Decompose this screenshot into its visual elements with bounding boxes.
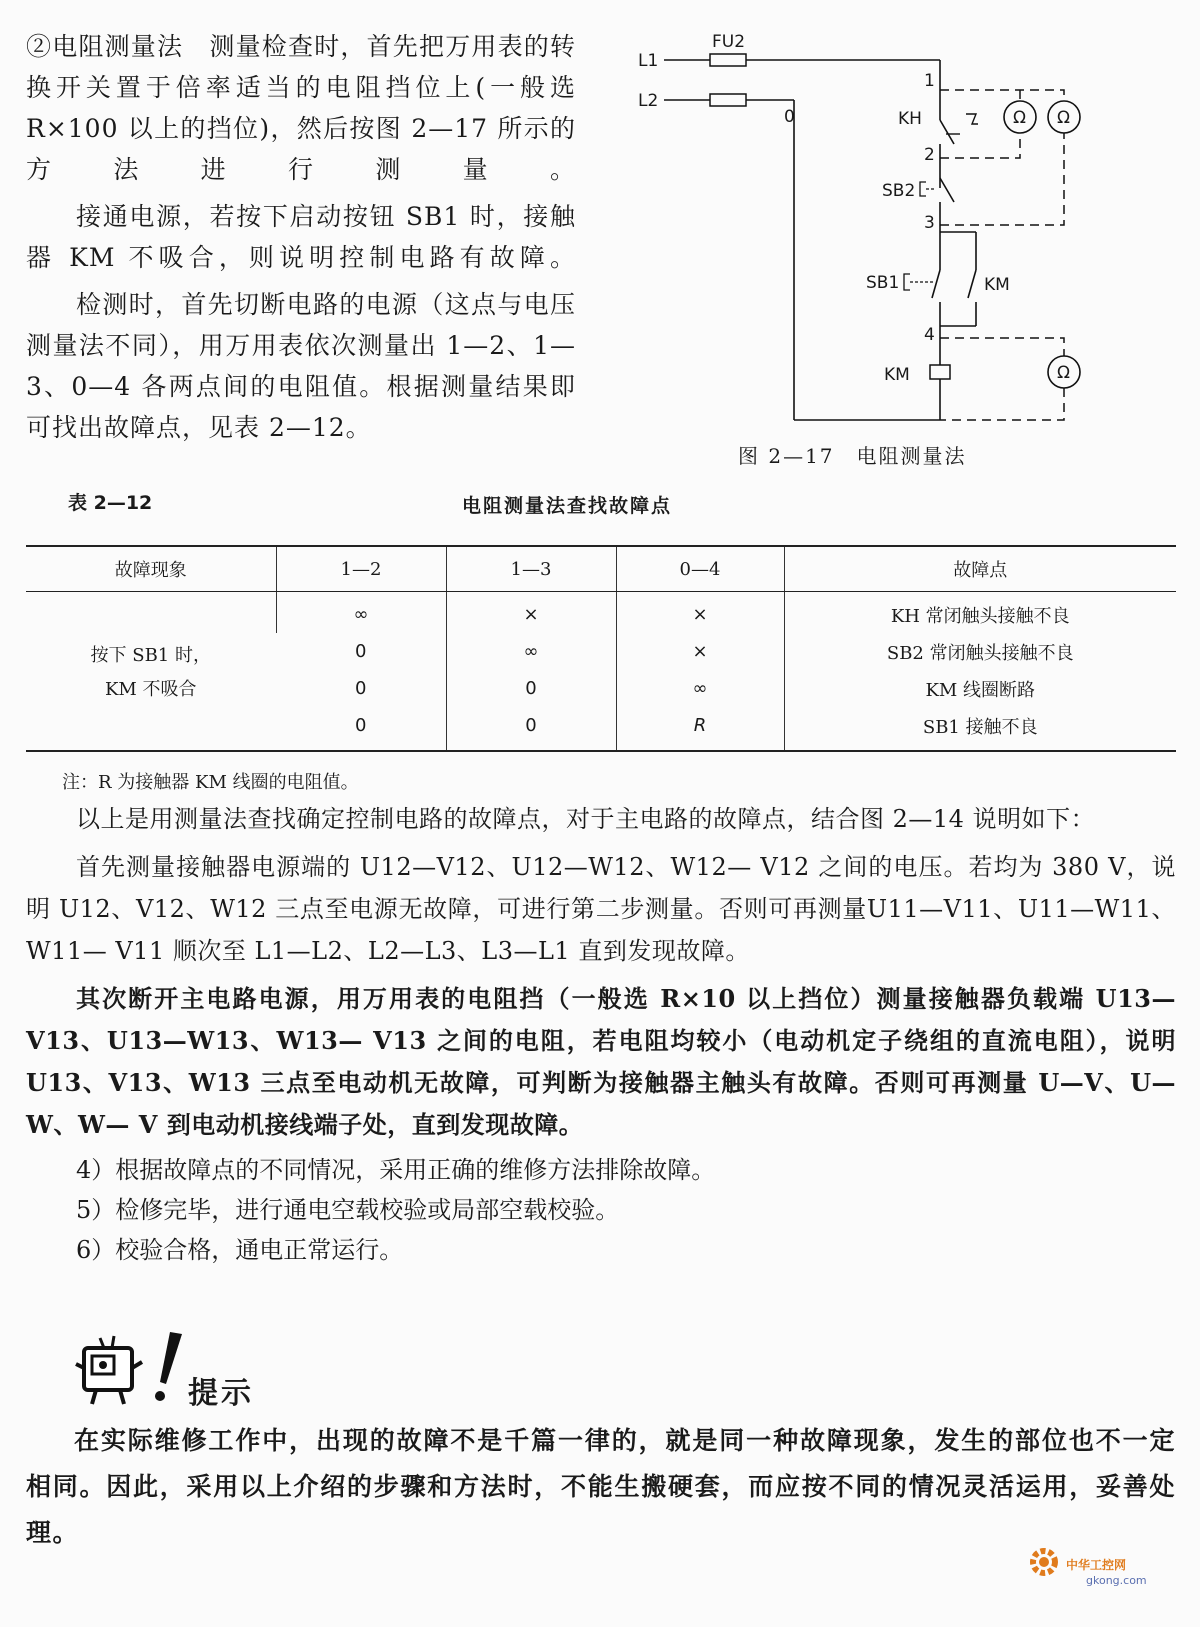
sb2-label: SB2 xyxy=(882,181,916,201)
intro-paragraph-3: 检测时，首先切断电路的电源（这点与电压测量法不同），用万用表依次测量出 1—2、1—3、0—4 各两点间的电阻值。根据测量结果即可找出故障点，见表 2—12。 xyxy=(26,290,576,442)
meter-lead-node2 xyxy=(940,133,1020,158)
phenomenon-cell xyxy=(26,592,276,752)
header-1-3: 1—3 xyxy=(446,546,616,592)
phenomenon-line-1: 按下 SB1 时， xyxy=(90,645,211,666)
node-3-label: 3 xyxy=(924,213,935,233)
value-1-2: 0 xyxy=(355,678,367,699)
step-4: 4）根据故障点的不同情况，采用正确的维修方法排除故障。 xyxy=(76,1156,716,1184)
ohmmeter-2-symbol: Ω xyxy=(1057,108,1070,128)
fuse-fu2-l2 xyxy=(710,94,746,106)
meter-lead-node4 xyxy=(940,338,1064,356)
l2-label: L2 xyxy=(638,91,659,111)
header-0-4: 0—4 xyxy=(616,546,784,592)
value-1-3: ∞ xyxy=(446,633,616,670)
table-title: 电阻测量法查找故障点 xyxy=(462,495,673,517)
header-1-2: 1—2 xyxy=(276,546,446,592)
value-0-4: R xyxy=(616,707,784,751)
kh-contact-blade xyxy=(940,120,954,144)
table-number: 表 2—12 xyxy=(68,492,153,514)
value-0-4: × xyxy=(616,633,784,670)
ohmmeter-3-symbol: Ω xyxy=(1057,363,1070,383)
km-coil xyxy=(930,365,950,379)
tip-paragraph: 在实际维修工作中，出现的故障不是千篇一律的，就是同一种故障现象，发生的部位也不一定相同。因此，采用以上介绍的步骤和方法时，不能生搬硬套，而应按不同的情况灵活运用，妥善处理。 xyxy=(26,1426,1176,1547)
sb1-label: SB1 xyxy=(866,273,900,293)
km-coil-label: KM xyxy=(884,365,910,385)
tip-text xyxy=(26,1418,1176,1556)
node-0-label: 0 xyxy=(784,107,795,127)
ohmmeter-1-symbol: Ω xyxy=(1013,108,1026,128)
value-1-3: 0 xyxy=(446,670,616,707)
node-4-label: 4 xyxy=(924,325,935,345)
fault-point: KM 线圈断路 xyxy=(784,670,1176,707)
l1-label: L1 xyxy=(638,51,659,71)
tip-heading: 提示 xyxy=(188,1376,254,1411)
meter-lead-node1 xyxy=(940,90,1064,101)
fu2-label: FU2 xyxy=(712,32,746,52)
fault-point: KH 常闭触头接触不良 xyxy=(784,592,1176,634)
body-paragraph-6: 其次断开主电路电源，用万用表的电阻挡（一般选 R×10 以上挡位）测量接触器负载端 U13—V13、U13—W13、W13— V13 之间的电阻，若电阻均较小（电动机定子绕组的直流电阻），说明 U13、V13、W13 三点至电动机无故障，可判断为接触器主触头有故障。否则可再测量 U—V、U—W、W— V 到电动机接线端子处，直到发现故障。 xyxy=(26,984,1176,1139)
table-header-row xyxy=(26,546,1176,592)
tip-mascot-icon xyxy=(74,1328,190,1408)
watermark-text: 中华工控网 xyxy=(1066,1558,1127,1572)
value-1-2: 0 xyxy=(276,707,446,751)
phenomenon-line-2: KM 不吸合 xyxy=(104,679,197,700)
sb2-contact-blade xyxy=(940,178,954,202)
value-0-4: × xyxy=(616,592,784,634)
sb1-contact-blade xyxy=(932,270,940,298)
sb1-button-head xyxy=(904,274,910,290)
body-paragraph-4: 以上是用测量法查找确定控制电路的故障点，对于主电路的故障点，结合图 2—14 说明如下： xyxy=(76,805,1096,833)
table-row xyxy=(26,592,1176,634)
intro-text xyxy=(26,26,576,448)
header-phenomenon: 故障现象 xyxy=(26,546,276,592)
value-1-2: 0 xyxy=(355,641,367,662)
fault-point: SB2 常闭触头接触不良 xyxy=(784,633,1176,670)
steps-list xyxy=(26,1150,1176,1270)
header-fault-point: 故障点 xyxy=(784,546,1176,592)
step-6: 6）校验合格，通电正常运行。 xyxy=(76,1236,404,1264)
figure-caption: 图 2—17 电阻测量法 xyxy=(738,444,967,468)
value-1-3: 0 xyxy=(446,707,616,751)
value-0-4: ∞ xyxy=(616,670,784,707)
fault-table xyxy=(26,545,1176,752)
body-text xyxy=(26,798,1176,1270)
fuse-fu2-l1 xyxy=(710,54,746,66)
kh-label: KH xyxy=(898,109,922,129)
intro-paragraph-2: 接通电源，若按下启动按钮 SB1 时，接触器 KM 不吸合，则说明控制电路有故障。 xyxy=(26,202,576,272)
step-5: 5）检修完毕，进行通电空载校验或局部空载校验。 xyxy=(76,1196,620,1224)
value-1-2: ∞ xyxy=(276,592,446,634)
km-contact-label: KM xyxy=(984,275,1010,295)
node-2-label: 2 xyxy=(924,145,935,165)
body-paragraph-5: 首先测量接触器电源端的 U12—V12、U12—W12、W12— V12 之间的电压。若均为 380 V，说明 U12、V12、W12 三点至电源无故障，可进行第二步测量。否则可再测量U11—V11、U11—W11、W11— V11 顺次至 L1—L2、L2—L3、L3—L1 直到发现故障。 xyxy=(26,853,1176,965)
kh-thermal-symbol xyxy=(966,114,978,124)
value-1-3: × xyxy=(446,592,616,634)
meter-lead-node3 xyxy=(940,133,1064,225)
meter-leads xyxy=(940,90,1064,420)
sb2-button-head xyxy=(920,182,926,196)
fault-point: SB1 接触不良 xyxy=(784,707,1176,751)
resistance-measurement-diagram xyxy=(620,20,1190,450)
watermark-url: gkong.com xyxy=(1086,1574,1147,1587)
meter-lead-node0 xyxy=(940,388,1064,420)
km-aux-contact-blade xyxy=(968,270,976,298)
intro-paragraph-1: ②电阻测量法 测量检查时，首先把万用表的转换开关置于倍率适当的电阻挡位上(一般选 R×100 以上的挡位)，然后按图 2—17 所示的方法进行测量。 xyxy=(26,32,576,184)
gear-logo-icon xyxy=(1026,1544,1062,1580)
table-note: 注：R 为接触器 KM 线圈的电阻值。 xyxy=(62,772,359,793)
node-1-label: 1 xyxy=(924,71,935,91)
